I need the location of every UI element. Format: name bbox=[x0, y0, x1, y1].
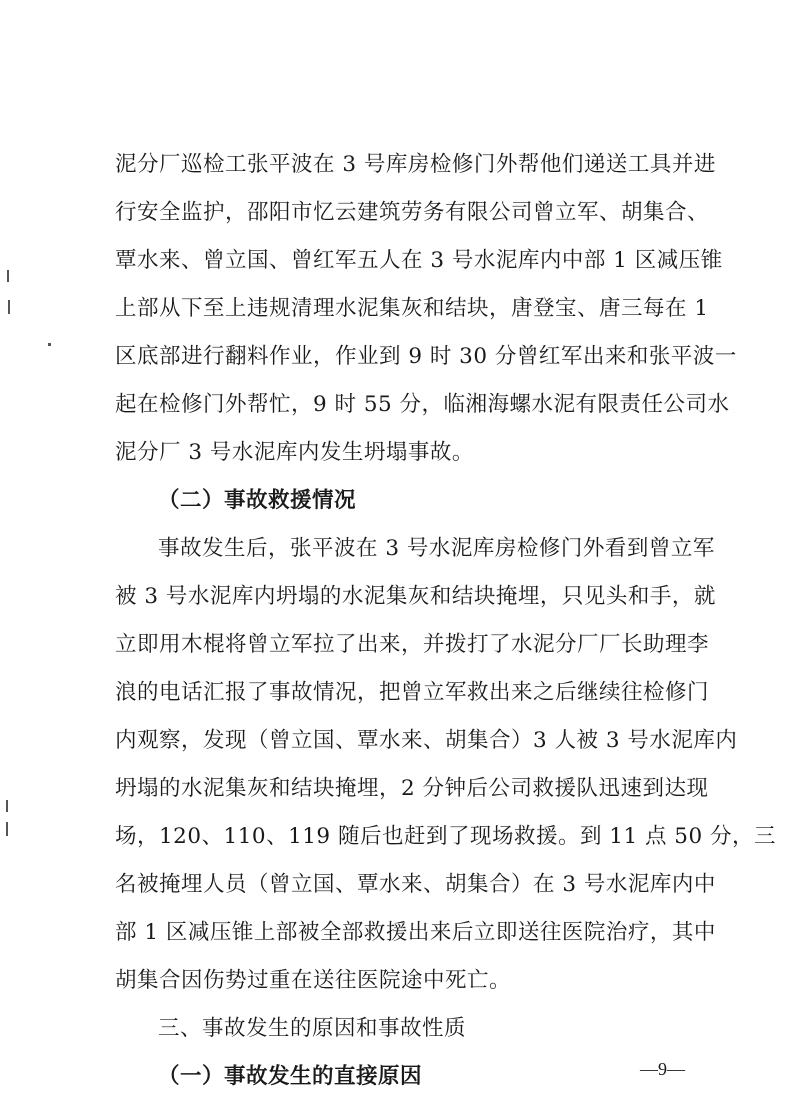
scan-mark bbox=[48, 343, 51, 346]
paragraph-line: 坍塌的水泥集灰和结块掩埋，2 分钟后公司救援队迅速到达现 bbox=[115, 776, 709, 801]
paragraph-line: 立即用木棍将曾立军拉了出来，并拨打了水泥分厂厂长助理李 bbox=[115, 632, 710, 657]
scan-mark bbox=[7, 270, 9, 282]
paragraph-line: 名被掩埋人员（曾立国、覃水来、胡集合）在 3 号水泥库内中 bbox=[115, 872, 716, 897]
paragraph-line: 胡集合因伤势过重在送往医院途中死亡。 bbox=[115, 968, 512, 993]
paragraph-line: 行安全监护，邵阳市忆云建筑劳务有限公司曾立军、胡集合、 bbox=[115, 200, 710, 225]
scan-mark bbox=[8, 300, 10, 314]
page-number: —9— bbox=[640, 1059, 685, 1079]
scan-mark bbox=[6, 822, 8, 836]
paragraph-line: 起在检修门外帮忙，9 时 55 分，临湘海螺水泥有限责任公司水 bbox=[115, 392, 730, 417]
paragraph-line: 上部从下至上违规清理水泥集灰和结块，唐登宝、唐三每在 1 bbox=[115, 296, 709, 321]
paragraph-line: 部 1 区减压锥上部被全部救援出来后立即送往医院治疗，其中 bbox=[115, 920, 716, 945]
paragraph-line: 泥分厂 3 号水泥库内发生坍塌事故。 bbox=[115, 440, 474, 465]
paragraph-line: 区底部进行翻料作业，作业到 9 时 30 分曾红军出来和张平波一 bbox=[115, 344, 737, 369]
paragraph-line: 事故发生后，张平波在 3 号水泥库房检修门外看到曾立军 bbox=[158, 536, 715, 561]
paragraph-line: 场，120、110、119 随后也赶到了现场救援。到 11 点 50 分，三 bbox=[115, 824, 776, 849]
heading-direct-cause: （一）事故发生的直接原因 bbox=[158, 1064, 423, 1089]
scan-mark bbox=[6, 800, 8, 812]
paragraph-line: 覃水来、曾立国、曾红军五人在 3 号水泥库内中部 1 区减压锥 bbox=[115, 248, 723, 273]
paragraph-line: 泥分厂巡检工张平波在 3 号库房检修门外帮他们递送工具并进 bbox=[115, 152, 716, 177]
paragraph-line: 内观察，发现（曾立国、覃水来、胡集合）3 人被 3 号水泥库内 bbox=[115, 728, 738, 753]
heading-rescue: （二）事故救援情况 bbox=[158, 488, 357, 513]
section-heading: 三、事故发生的原因和事故性质 bbox=[158, 1016, 467, 1041]
paragraph-line: 浪的电话汇报了事故情况，把曾立军救出来之后继续往检修门 bbox=[115, 680, 710, 705]
paragraph-line: 被 3 号水泥库内坍塌的水泥集灰和结块掩埋，只见头和手，就 bbox=[115, 584, 716, 609]
